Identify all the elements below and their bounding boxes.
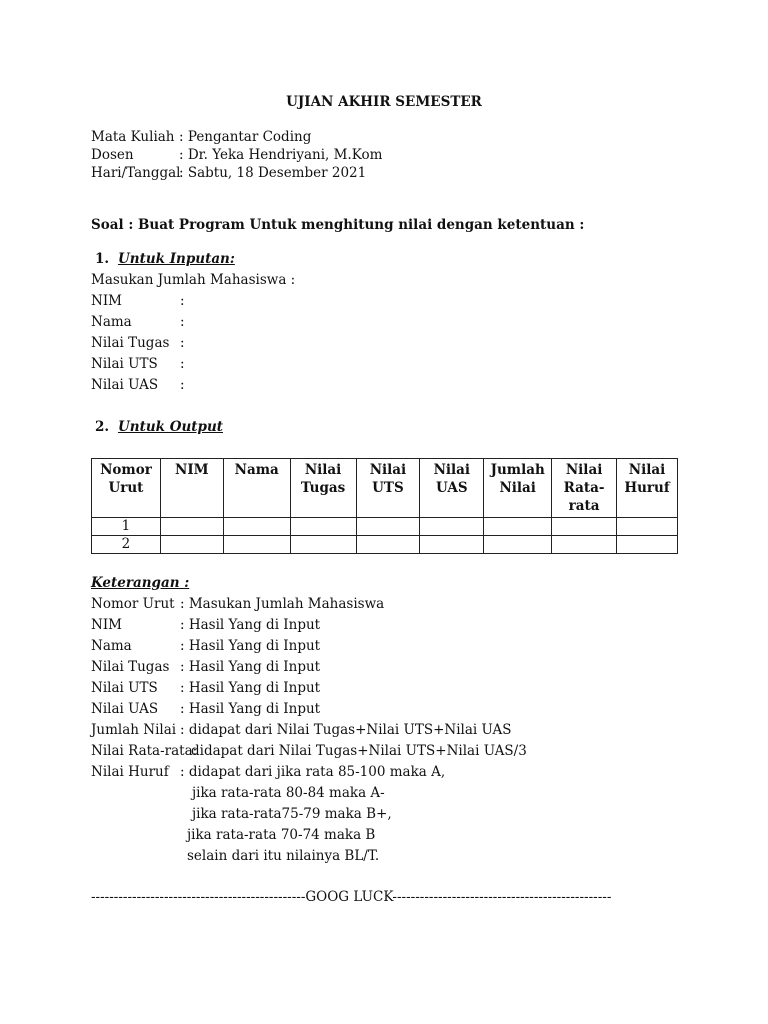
grade-rule: jika rata-rata75-79 maka B+, <box>192 806 392 822</box>
grade-rule: jika rata-rata 80-84 maka A- <box>192 785 385 801</box>
header-line: Huruf <box>624 480 670 496</box>
keterangan-label: Nilai UAS <box>91 701 159 717</box>
output-table <box>91 458 678 554</box>
keterangan-label: Nomor Urut <box>91 596 175 612</box>
input-colon: : <box>180 335 185 351</box>
input-colon: : <box>180 314 185 330</box>
input-colon: : <box>180 356 185 372</box>
keterangan-label: Nilai Rata-rata: <box>91 743 198 759</box>
header-line: Jumlah <box>490 462 545 478</box>
input-colon: : <box>180 293 185 309</box>
table-cell <box>290 518 356 536</box>
header-line: Tugas <box>300 480 346 496</box>
table-cell <box>552 518 617 536</box>
section-2-number: 2. <box>95 419 110 435</box>
table-cell <box>484 518 552 536</box>
input-label: Nilai UTS <box>91 356 158 372</box>
question-statement: Soal : Buat Program Untuk menghitung nilai dengan ketentuan : <box>91 217 585 233</box>
info-value: : Pengantar Coding <box>179 129 312 145</box>
header-line: Nilai <box>628 462 666 478</box>
info-label: Hari/Tanggal <box>91 165 181 181</box>
header-nim <box>160 459 223 518</box>
table-cell <box>290 536 356 554</box>
header-nilai-uas <box>420 459 484 518</box>
keterangan-label: Nilai Tugas <box>91 659 170 675</box>
keterangan-value: : Hasil Yang di Input <box>180 680 321 696</box>
keterangan-label: Nama <box>91 638 132 654</box>
header-nilai-rata-rata <box>552 459 617 518</box>
page-title: UJIAN AKHIR SEMESTER <box>286 94 482 110</box>
header-line: NIM <box>175 462 209 478</box>
section-2-heading: Untuk Output <box>118 419 223 435</box>
header-nilai-uts <box>356 459 420 518</box>
grade-rule: selain dari itu nilainya BL/T. <box>187 848 380 864</box>
input-label: Nama <box>91 314 132 330</box>
table-cell <box>356 536 420 554</box>
table-cell <box>617 518 678 536</box>
keterangan-value: : Hasil Yang di Input <box>180 701 321 717</box>
table-cell: 1 <box>92 518 161 536</box>
table-cell <box>617 536 678 554</box>
header-jumlah-nilai <box>484 459 552 518</box>
header-line: Nilai <box>565 462 603 478</box>
keterangan-heading: Keterangan : <box>91 575 190 591</box>
table-cell <box>356 518 420 536</box>
header-nama <box>223 459 290 518</box>
keterangan-label: NIM <box>91 617 122 633</box>
header-line: UAS <box>436 480 468 496</box>
grade-rule: jika rata-rata 70-74 maka B <box>187 827 376 843</box>
footer-good-luck: -----------------------------------------------GOOG LUCK------------------------------------------------ <box>91 889 612 905</box>
table-row <box>92 518 678 536</box>
input-label: Nilai Tugas <box>91 335 170 351</box>
header-line: Nilai <box>433 462 471 478</box>
table-cell <box>552 536 617 554</box>
keterangan-value: : Hasil Yang di Input <box>180 617 321 633</box>
table-cell <box>160 518 223 536</box>
header-line: Nilai <box>304 462 342 478</box>
keterangan-value: : Masukan Jumlah Mahasiswa <box>180 596 385 612</box>
info-label: Mata Kuliah <box>91 129 175 145</box>
keterangan-label: Nilai Huruf <box>91 764 169 780</box>
table-cell <box>484 536 552 554</box>
info-label: Dosen <box>91 147 134 163</box>
keterangan-label: Nilai UTS <box>91 680 158 696</box>
input-colon: : <box>180 377 185 393</box>
keterangan-value: : Hasil Yang di Input <box>180 638 321 654</box>
header-nilai-huruf <box>617 459 678 518</box>
table-cell <box>223 518 290 536</box>
input-label: Nilai UAS <box>91 377 159 393</box>
table-header-row <box>92 459 678 518</box>
header-nilai-tugas <box>290 459 356 518</box>
header-line: Nilai <box>369 462 407 478</box>
table-cell <box>160 536 223 554</box>
section-1-heading: Untuk Inputan: <box>118 251 235 267</box>
info-value: : Dr. Yeka Hendriyani, M.Kom <box>179 147 383 163</box>
header-line: UTS <box>372 480 404 496</box>
keterangan-value: : Hasil Yang di Input <box>180 659 321 675</box>
table-cell: 2 <box>92 536 161 554</box>
section-1-number: 1. <box>95 251 110 267</box>
keterangan-value: : didapat dari Nilai Tugas+Nilai UTS+Nilai UAS <box>180 722 512 738</box>
table-cell <box>420 536 484 554</box>
table-row <box>92 536 678 554</box>
header-line: Nomor <box>100 462 152 478</box>
inputs-intro: Masukan Jumlah Mahasiswa : <box>91 272 296 288</box>
header-nomor-urut <box>92 459 161 518</box>
keterangan-label: Jumlah Nilai <box>91 722 177 738</box>
input-label: NIM <box>91 293 122 309</box>
header-line: Nama <box>234 462 279 478</box>
keterangan-value: : didapat dari jika rata 85-100 maka A, <box>180 764 446 780</box>
header-line: Nilai <box>499 480 536 496</box>
table-cell <box>420 518 484 536</box>
header-line: Rata- <box>563 480 605 496</box>
header-line: Urut <box>108 480 144 496</box>
header-line: rata <box>568 498 600 514</box>
keterangan-value: didapat dari Nilai Tugas+Nilai UTS+Nilai UAS/3 <box>191 743 527 759</box>
info-value: : Sabtu, 18 Desember 2021 <box>179 165 367 181</box>
table-cell <box>223 536 290 554</box>
